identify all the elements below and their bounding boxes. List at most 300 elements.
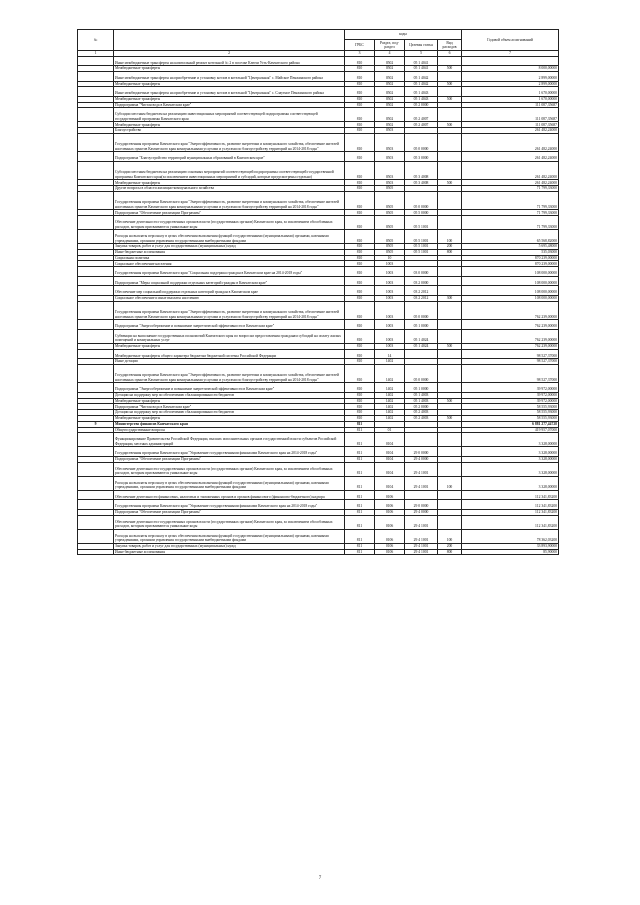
table-row (78, 286, 559, 296)
table-row (78, 515, 559, 529)
row-name: Субвенции на выполнение государственных полномочий Камчатского края по вопросам предоставления гражданам субсидий на оплату жилых помещений и коммунальных услуг (114, 329, 345, 343)
row-number (78, 549, 114, 555)
row-grbs: 810 (345, 216, 375, 230)
row-razdel: 0502 (375, 81, 405, 87)
table-row (78, 447, 559, 457)
row-razdel: 1003 (375, 343, 405, 349)
row-razdel: 1003 (375, 329, 405, 343)
row-vr: 500 (438, 122, 462, 128)
row-number (78, 87, 114, 97)
row-name: Расходы на выплаты персоналу в целях обеспечения выполнения функций государственными (муниципальными) органами, казенными учреждениями, органами управления государственными внебюджетными фондами (114, 230, 345, 244)
row-grbs: 810 (345, 404, 375, 410)
row-name: Субсидии местным бюджетам на реализацию основных мероприятий соответствующей подпрограммы соответствующей государственной программы Камчатского края(за исключением инвестиционных мероприятий и субсидий, которые предусмотрены отдельно) (114, 161, 345, 179)
row-csr: 05 1 4043 (405, 96, 438, 102)
table-row (78, 56, 559, 66)
row-razdel: 0106 (375, 490, 405, 500)
row-csr: 05 0 0000 (405, 191, 438, 209)
row-grbs: 810 (345, 128, 375, 134)
row-grbs: 810 (345, 301, 375, 319)
row-csr: 29 4 1001 (405, 515, 438, 529)
row-name: Иные межбюджетные трансферты на приобретение и установку котлов в котельной "Центральная" с. Майское Пенжинского района (114, 71, 345, 81)
row-amount: 112 341,83200 (462, 500, 559, 510)
row-amount: 58 555,93000 (462, 410, 559, 416)
row-razdel: 0502 (375, 66, 405, 72)
row-vr (438, 216, 462, 230)
table-row (78, 549, 559, 555)
row-razdel: 0505 (375, 216, 405, 230)
row-amount: 419 957,07000 (462, 427, 559, 433)
row-vr (438, 462, 462, 476)
row-razdel: 1003 (375, 276, 405, 286)
row-number (78, 152, 114, 162)
row-amount: 58 555,93000 (462, 416, 559, 422)
col-index: 5 (405, 50, 438, 56)
row-razdel: 0505 (375, 230, 405, 244)
row-grbs: 810 (345, 81, 375, 87)
row-name: Социальная политика (114, 255, 345, 261)
row-csr: 29 4 1001 (405, 476, 438, 490)
row-grbs: 811 (345, 462, 375, 476)
row-grbs: 811 (345, 529, 375, 543)
row-amount: 762 239,00000 (462, 320, 559, 330)
row-grbs: 811 (345, 490, 375, 500)
row-grbs: 810 (345, 276, 375, 286)
row-amount: 98 527,37000 (462, 359, 559, 365)
row-amount: 3 328,00000 (462, 462, 559, 476)
row-grbs: 810 (345, 392, 375, 398)
row-vr (438, 329, 462, 343)
row-vr: 500 (438, 96, 462, 102)
row-razdel: 0503 (375, 134, 405, 152)
row-number (78, 191, 114, 209)
row-razdel: 1402 (375, 359, 405, 365)
row-grbs: 811 (345, 447, 375, 457)
row-name: Обеспечение деятельности финансовых, налоговых и таможенных органов и органов финансового (финансово-бюджетного) надзора (114, 490, 345, 500)
row-csr: 05 1 4024 (405, 343, 438, 349)
row-csr: 03 0 0000 (405, 267, 438, 277)
table-row (78, 152, 559, 162)
row-razdel: 0104 (375, 433, 405, 447)
row-amount: 8 000,00000 (462, 66, 559, 72)
row-grbs: 810 (345, 56, 375, 66)
row-amount: 112 341,83200 (462, 509, 559, 515)
row-grbs: 810 (345, 343, 375, 349)
row-name: Государственная программа Камчатского края "Энергоэффективность, развитие энергетики и коммунального хозяйства, обеспечение жителей населенных пунктов Камчатского края коммунальными услугами и услугами по благоустройству территорий на 2014-2018 годы" (114, 364, 345, 382)
row-razdel: 0505 (375, 191, 405, 209)
row-grbs: 811 (345, 427, 375, 433)
row-name: Подпрограмма "Энергосбережение и повышение энергетической эффективности в Камчатском крае" (114, 320, 345, 330)
row-razdel: 1003 (375, 320, 405, 330)
row-csr: 05 1 4041 (405, 56, 438, 66)
row-number (78, 447, 114, 457)
row-razdel: 0502 (375, 108, 405, 122)
row-csr (405, 490, 438, 500)
row-name: Дотации на поддержку мер по обеспечению сбалансированности бюджетов (114, 392, 345, 398)
table-row (78, 462, 559, 476)
row-name: Подпрограмма "Чистая вода в Камчатском крае" (114, 404, 345, 410)
col-csr-header: Целевая статья (405, 40, 438, 50)
row-razdel: 1402 (375, 410, 405, 416)
row-number (78, 364, 114, 382)
row-grbs: 810 (345, 230, 375, 244)
row-grbs: 810 (345, 320, 375, 330)
table-row (78, 490, 559, 500)
row-number (78, 529, 114, 543)
row-grbs: 810 (345, 398, 375, 404)
row-csr: 05 3 4008 (405, 161, 438, 179)
row-vr (438, 515, 462, 529)
row-amount: 71 799,33000 (462, 216, 559, 230)
row-csr (405, 349, 438, 359)
row-grbs: 810 (345, 349, 375, 359)
row-number (78, 515, 114, 529)
col-name-header (114, 30, 345, 51)
row-amount: 108 000,00000 (462, 267, 559, 277)
col-amount-header: Годовой объем ассигнований (462, 30, 559, 51)
row-grbs: 810 (345, 191, 375, 209)
row-csr: 05 5 0000 (405, 210, 438, 216)
row-csr: 05 0 0000 (405, 364, 438, 382)
row-grbs: 810 (345, 255, 375, 261)
row-csr: 05 2 4003 (405, 410, 438, 416)
row-vr: 500 (438, 66, 462, 72)
row-amount: 2 899,00000 (462, 71, 559, 81)
row-vr (438, 152, 462, 162)
row-vr: 500 (438, 180, 462, 186)
row-amount: 3 328,00000 (462, 456, 559, 462)
row-grbs: 810 (345, 244, 375, 250)
row-name: Государственная программа Камчатского края "Управление государственными финансами Камчатского края на 2014-2018 годы" (114, 447, 345, 457)
row-number (78, 216, 114, 230)
row-grbs: 811 (345, 500, 375, 510)
col-index: 4 (375, 50, 405, 56)
row-csr: 05 2 4007 (405, 108, 438, 122)
row-razdel: 0106 (375, 515, 405, 529)
row-grbs: 810 (345, 108, 375, 122)
row-grbs: 810 (345, 161, 375, 179)
row-razdel: 0505 (375, 186, 405, 192)
row-amount: 762 239,00000 (462, 301, 559, 319)
row-amount: 33 893,90000 (462, 543, 559, 549)
row-name: Межбюджетные трансферты (114, 416, 345, 422)
row-name: Министерство финансов Камчатского края (114, 421, 345, 427)
row-grbs: 810 (345, 329, 375, 343)
row-amount: 762 239,00000 (462, 343, 559, 349)
row-number (78, 490, 114, 500)
row-amount: 39 972,00000 (462, 383, 559, 393)
row-vr: 800 (438, 249, 462, 255)
row-vr (438, 108, 462, 122)
row-vr (438, 56, 462, 66)
row-number (78, 71, 114, 81)
row-csr: 29 4 1001 (405, 529, 438, 543)
row-razdel: 1402 (375, 404, 405, 410)
row-amount: 85,90000 (462, 549, 559, 555)
row-razdel: 0104 (375, 456, 405, 462)
row-vr: 500 (438, 81, 462, 87)
row-csr: 05 2 0000 (405, 404, 438, 410)
row-grbs: 810 (345, 410, 375, 416)
row-csr: 05 1 0000 (405, 320, 438, 330)
row-grbs: 810 (345, 261, 375, 267)
row-grbs: 811 (345, 476, 375, 490)
row-csr: 05 0 0000 (405, 301, 438, 319)
table-row (78, 267, 559, 277)
row-csr: 05 1 4043 (405, 87, 438, 97)
table-row (78, 87, 559, 97)
row-vr (438, 500, 462, 510)
row-grbs: 810 (345, 210, 375, 216)
row-csr: 05 5 1001 (405, 244, 438, 250)
row-csr: 05 3 0000 (405, 152, 438, 162)
row-razdel: 1003 (375, 286, 405, 296)
row-name: Социальное обеспечение населения (114, 261, 345, 267)
row-csr: 03 2 2012 (405, 296, 438, 302)
row-number (78, 462, 114, 476)
row-number (78, 329, 114, 343)
row-razdel: 0502 (375, 96, 405, 102)
row-csr: 29 0 0000 (405, 500, 438, 510)
row-number (78, 134, 114, 152)
row-grbs: 810 (345, 186, 375, 192)
row-vr (438, 71, 462, 81)
row-name: Иные бюджетные ассигнования (114, 549, 345, 555)
row-csr: 05 2 4003 (405, 416, 438, 422)
row-grbs: 811 (345, 549, 375, 555)
row-csr: 05 1 4003 (405, 392, 438, 398)
budget-table (77, 29, 559, 555)
row-amount: 39 972,00000 (462, 392, 559, 398)
row-number (78, 301, 114, 319)
row-name: Государственная программа Камчатского края "Управление государственными финансами Камчатского края на 2014-2018 годы" (114, 500, 345, 510)
row-number (78, 476, 114, 490)
row-name: Межбюджетные трансферты (114, 343, 345, 349)
row-vr: 500 (438, 343, 462, 349)
row-csr: 29 4 1001 (405, 549, 438, 555)
row-razdel: 0503 (375, 152, 405, 162)
row-name: Общегосударственные вопросы (114, 427, 345, 433)
row-grbs: 810 (345, 249, 375, 255)
table-row (78, 276, 559, 286)
row-vr (438, 490, 462, 500)
row-vr (438, 383, 462, 393)
row-name: Подпрограмма "Обеспечение реализации Программы" (114, 210, 345, 216)
row-grbs: 811 (345, 543, 375, 549)
row-vr (438, 161, 462, 179)
table-row (78, 364, 559, 382)
row-razdel: 10 (375, 255, 405, 261)
row-razdel: 0106 (375, 543, 405, 549)
row-vr (438, 364, 462, 382)
row-razdel: 0505 (375, 210, 405, 216)
col-index: 2 (114, 50, 345, 56)
row-razdel: 0502 (375, 56, 405, 66)
row-amount: 71 799,33000 (462, 210, 559, 216)
row-grbs: 810 (345, 267, 375, 277)
row-razdel: 1003 (375, 261, 405, 267)
row-vr (438, 286, 462, 296)
row-name: Государственная программа Камчатского края "Социальная поддержка граждан в Камчатском крае на 2014-2018 годы" (114, 267, 345, 277)
row-number (78, 108, 114, 122)
row-name: Иные дотации (114, 359, 345, 365)
row-amount: 65 568,82000 (462, 230, 559, 244)
row-razdel: 01 (375, 427, 405, 433)
row-csr: 29 4 0000 (405, 509, 438, 515)
table-row (78, 383, 559, 393)
table-row (78, 529, 559, 543)
row-vr: 300 (438, 296, 462, 302)
row-grbs: 810 (345, 122, 375, 128)
table-row (78, 433, 559, 447)
row-csr: 05 1 4003 (405, 398, 438, 404)
row-razdel: 0502 (375, 122, 405, 128)
row-vr: 100 (438, 476, 462, 490)
row-amount: 111 087,35687 (462, 102, 559, 108)
row-name: Иные бюджетные ассигнования (114, 249, 345, 255)
row-razdel: 1003 (375, 301, 405, 319)
row-number (78, 500, 114, 510)
row-amount: 112 341,83200 (462, 490, 559, 500)
col-number-header: № (78, 30, 114, 51)
row-razdel: 0104 (375, 447, 405, 457)
row-number (78, 286, 114, 296)
row-razdel: 0104 (375, 462, 405, 476)
row-grbs: 810 (345, 71, 375, 81)
table-row (78, 108, 559, 122)
row-name: Подпрограмма "Обеспечение реализации Программы" (114, 509, 345, 515)
row-csr: 05 2 0000 (405, 102, 438, 108)
row-razdel: 0106 (375, 509, 405, 515)
row-vr: 200 (438, 244, 462, 250)
table-row (78, 329, 559, 343)
row-amount: 112 341,83200 (462, 515, 559, 529)
row-vr (438, 320, 462, 330)
row-grbs: 811 (345, 515, 375, 529)
row-number (78, 161, 114, 179)
row-name: Социальное обеспечение и иные выплаты населению (114, 296, 345, 302)
row-razdel: 1402 (375, 383, 405, 393)
row-name: Другие вопросы в области жилищно-коммунального хозяйства (114, 186, 345, 192)
row-name: Иные межбюджетные трансферты на приобретение и установку котлов в котельной "Центральная" с. Слаутное Пенжинского района (114, 87, 345, 97)
row-vr (438, 191, 462, 209)
row-name: Межбюджетные трансферты (114, 180, 345, 186)
page-number: 7 (318, 876, 322, 881)
row-amount: 111 087,35687 (462, 122, 559, 128)
row-csr: 05 1 4041 (405, 66, 438, 72)
row-amount: 870 239,00000 (462, 261, 559, 267)
row-grbs: 810 (345, 383, 375, 393)
row-name: Подпрограмма "Меры социальной поддержки отдельных категорий граждан в Камчатском крае" (114, 276, 345, 286)
row-amount: 58 555,93000 (462, 404, 559, 410)
table-row (78, 71, 559, 81)
table-row (78, 191, 559, 209)
row-name: Межбюджетные трансферты (114, 122, 345, 128)
row-amount: 3 328,00000 (462, 476, 559, 490)
row-grbs: 810 (345, 296, 375, 302)
col-index: 3 (345, 50, 375, 56)
row-csr: 05 1 4042 (405, 71, 438, 81)
row-amount: 98 527,37000 (462, 349, 559, 359)
row-grbs: 811 (345, 456, 375, 462)
row-razdel: 1402 (375, 416, 405, 422)
row-amount: 762 239,00000 (462, 329, 559, 343)
row-name: Подпрограмма "Обеспечение реализации Программы" (114, 456, 345, 462)
row-name: Межбюджетные трансферты (114, 398, 345, 404)
row-razdel: 1402 (375, 364, 405, 382)
row-amount: 108 000,00000 (462, 286, 559, 296)
row-amount: 3 328,00000 (462, 433, 559, 447)
row-amount: 261 482,24000 (462, 134, 559, 152)
table-row (78, 216, 559, 230)
row-name: Обеспечение деятельности государственных органов власти (государственных органов) Камчатского края, за исключением обособленных расходов, которым присваиваются уникальные коды (114, 216, 345, 230)
row-amount: 108 000,00000 (462, 296, 559, 302)
row-razdel: 1402 (375, 392, 405, 398)
row-csr: 29 0 0000 (405, 447, 438, 457)
row-vr: 200 (438, 543, 462, 549)
row-vr: 100 (438, 529, 462, 543)
row-vr (438, 433, 462, 447)
row-vr: 500 (438, 398, 462, 404)
row-name: Государственная программа Камчатского края "Энергоэффективность, развитие энергетики и коммунального хозяйства, обеспечение жителей населенных пунктов Камчатского края коммунальными услугами и услугами по благоустройству территорий на 2014-2018 годы" (114, 301, 345, 319)
col-razdel-header: Раздел, под-раздел (375, 40, 405, 50)
row-csr: 03 2 0000 (405, 276, 438, 286)
row-name: Благоустройство (114, 128, 345, 134)
row-razdel: 1402 (375, 398, 405, 404)
row-grbs: 810 (345, 66, 375, 72)
row-number (78, 433, 114, 447)
row-grbs: 810 (345, 286, 375, 296)
row-csr: 05 1 4042 (405, 81, 438, 87)
row-grbs: 810 (345, 359, 375, 365)
row-name: Межбюджетные трансферты общего характера бюджетам бюджетной системы Российской Федерации (114, 349, 345, 359)
row-number (78, 230, 114, 244)
row-csr (405, 433, 438, 447)
row-csr: 05 0 0000 (405, 134, 438, 152)
table-row (78, 349, 559, 359)
row-name: Межбюджетные трансферты (114, 66, 345, 72)
row-amount: 870 239,00000 (462, 255, 559, 261)
row-grbs: 810 (345, 180, 375, 186)
row-amount: 78 362,03200 (462, 529, 559, 543)
table-body (78, 56, 559, 555)
table-row (78, 301, 559, 319)
row-name: Государственная программа Камчатского края "Энергоэффективность, развитие энергетики и коммунального хозяйства, обеспечение жителей населенных пунктов Камчатского края коммунальными услугами и услугами по благоустройству территорий на 2014-2018 годы" (114, 191, 345, 209)
row-vr (438, 267, 462, 277)
row-name: Субсидии местным бюджетам на реализацию инвестиционных мероприятий соответствующей подпрограммы соответствующей государственной программы Камчатского края (114, 108, 345, 122)
row-grbs: 810 (345, 134, 375, 152)
row-name: Закупка товаров, работ и услуг для государственных (муниципальных) нужд (114, 244, 345, 250)
row-grbs: 811 (345, 509, 375, 515)
row-razdel: 0502 (375, 102, 405, 108)
row-name: Межбюджетные трансферты (114, 96, 345, 102)
row-number (78, 320, 114, 330)
row-amount: 261 482,24000 (462, 161, 559, 179)
row-amount: 535,03000 (462, 249, 559, 255)
row-number (78, 276, 114, 286)
row-csr: 05 2 4007 (405, 122, 438, 128)
row-name: Подпрограмма "Чистая вода в Камчатском крае" (114, 102, 345, 108)
row-amount: 5 695,48000 (462, 244, 559, 250)
row-csr: 29 4 0000 (405, 456, 438, 462)
row-csr: 03 2 2012 (405, 286, 438, 296)
row-amount: 2 899,00000 (462, 81, 559, 87)
row-name: Обеспечение мер социальной поддержки отдельных категорий граждан в Камчатском крае (114, 286, 345, 296)
row-amount: 261 482,24000 (462, 180, 559, 186)
row-grbs: 810 (345, 152, 375, 162)
row-razdel: 1003 (375, 267, 405, 277)
col-codes-header: коды (345, 30, 462, 40)
row-grbs: 810 (345, 416, 375, 422)
